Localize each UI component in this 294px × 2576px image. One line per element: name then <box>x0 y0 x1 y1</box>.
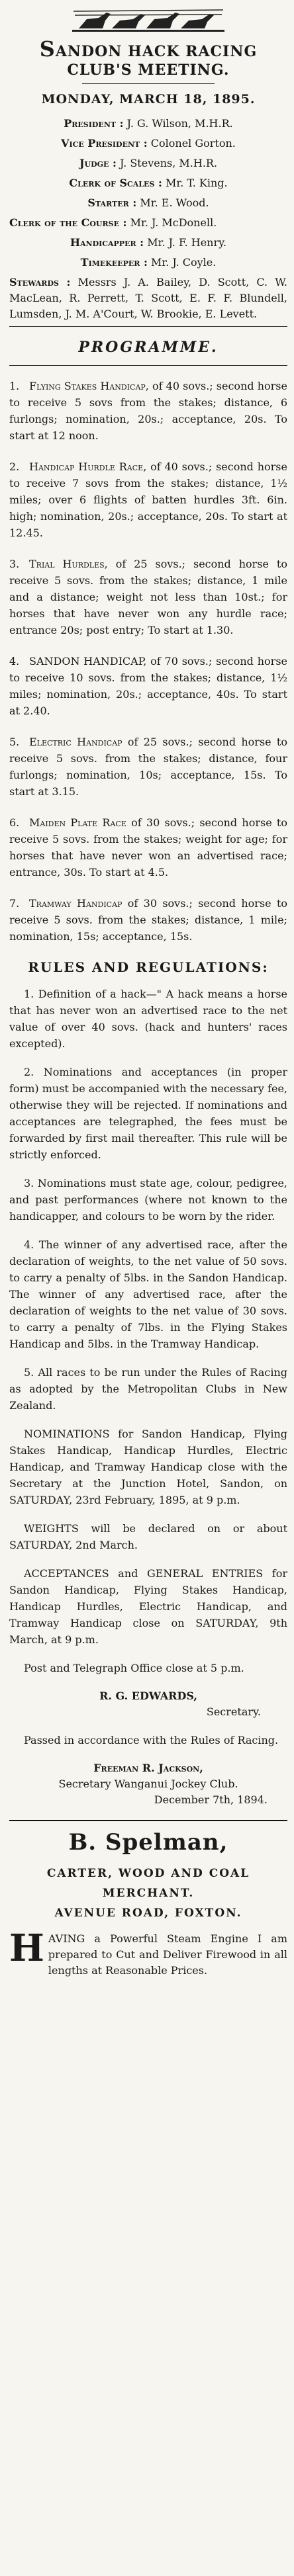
jackson-date: December 7th, 1894. <box>154 1793 268 1806</box>
rules-list <box>9 986 287 1414</box>
officials-list <box>9 116 287 322</box>
event-item: 6. Maiden Plate Race of 30 sovs.; second horse to receive 5 sovs. from the stakes; weight for age; for horses that have never won an advertised race; entrance, 30s. To start at 4.5. <box>9 816 287 879</box>
title-line-2: CLUB'S MEETING. <box>67 62 230 79</box>
rule-item: 1. Definition of a hack—" A hack means a horse that has never won an advertised race to the net value of over 40 sovs. (hack and hunters' races excepted). <box>9 988 287 1050</box>
title-initial: S <box>39 36 56 62</box>
event-item: 4. SANDON HANDICAP, of 70 sovs.; second horse to receive 10 sovs. from the stakes; distance, 1½ miles; nomination, 20s.; acceptance, 40s. To start at 2.40. <box>9 655 288 717</box>
events-list <box>9 378 287 945</box>
official-starter: Starter : Mr. E. Wood. <box>87 196 209 209</box>
advert-body <box>9 1926 287 1979</box>
advert-dropcap: H <box>9 1926 44 1970</box>
advert-trade: CARTER, WOOD AND COAL <box>46 1867 250 1880</box>
advert-address: AVENUE ROAD, FOXTON. <box>54 1907 242 1920</box>
meeting-title <box>9 36 287 79</box>
event-item: 1. Flying Stakes Handicap, of 40 sovs.; second horse to receive 5 sovs from the stakes; distance, 6 furlongs; nomination, 20s.; acceptance, 20s. To start at 12 noon. <box>9 380 287 442</box>
event-item: 2. Handicap Hurdle Race, of 40 sovs.; second horse to receive 7 sovs from the stakes; distance, 1½ miles; over 6 flights of batten hurdles 3ft. 6in. high; nomination, 20s.; acceptance, 20s. To start at 12.45. <box>9 460 287 539</box>
acceptances-notice: ACCEPTANCES and GENERAL ENTRIES for Sandon Handicap, Flying Stakes Handicap, Handicap Hurdles, Electric Handicap, and Tramway Handicap close on SATURDAY, 9th March, at 9 p.m. <box>9 1567 287 1646</box>
advert-divider <box>9 1820 287 1821</box>
post-office-notice: Post and Telegraph Office close at 5 p.m. <box>24 1662 244 1674</box>
passed-notice: Passed in accordance with the Rules of Racing. <box>24 1734 279 1746</box>
spelman-advert <box>9 1829 287 1979</box>
secretary-name: R. G. EDWARDS, <box>99 1690 197 1702</box>
official-handicapper: Handicapper : Mr. J. F. Henry. <box>70 236 227 249</box>
advert-body-text: AVING a Powerful Steam Engine I am prepared to Cut and Deliver Firewood in all lengths at Reasonable Prices. <box>48 1932 287 1977</box>
column <box>9 0 287 1979</box>
weights-notice: WEIGHTS will be declared on or about SATURDAY, 2nd March. <box>9 1522 287 1551</box>
official-clerk-of-course: Clerk of the Course : Mr. J. McDonell. <box>9 216 217 229</box>
jackson-title: Secretary Wanganui Jockey Club. <box>58 1778 238 1790</box>
programme-rule-top <box>9 326 287 327</box>
jackson-signature <box>9 1760 287 1808</box>
event-item: 5. Electric Handicap of 25 sovs.; second horse to receive 5 sovs. from the stakes; distance, four furlongs; nomination, 10s; acceptance, 15s. To start at 3.15. <box>9 736 287 798</box>
racing-banner <box>9 3 287 40</box>
secretary-signature <box>9 1688 287 1720</box>
title-line-1: ANDON HACK RACING <box>55 43 258 60</box>
official-timekeeper: Timekeeper : Mr. J. Coyle. <box>80 256 217 269</box>
official-judge: Judge : J. Stevens, M.H.R. <box>79 157 218 169</box>
rule-item: 5. All races to be run under the Rules of Racing as adopted by the Metropolitan Clubs in New Zealand. <box>9 1366 287 1412</box>
notices <box>9 1426 287 1676</box>
title-rule <box>82 83 215 84</box>
official-vice-president: Vice President : Colonel Gorton. <box>61 137 236 150</box>
event-item: 7. Tramway Handicap of 30 sovs.; second horse to receive 5 sovs. from the stakes; distance, 1 mile; nomination, 15s; acceptance, 15s. <box>9 897 288 943</box>
nominations-notice: NOMINATIONS for Sandon Handicap, Flying Stakes Handicap, Handicap Hurdles, Electric Handicap, and Tramway Handicap close with the Secretary at the Junction Hotel, Sandon, on SATURDAY, 23rd February, 1895, at 9 p.m. <box>9 1428 287 1506</box>
racehorses-illustration <box>72 6 224 36</box>
advert-name: B. Spelman, <box>68 1829 228 1856</box>
programme-heading: PROGRAMME. <box>78 339 219 356</box>
rule-item: 2. Nominations and acceptances (in proper form) must be accompanied with the necessary fee, otherwise they will be rejected. If nominations and acceptances are telegraphed, the fees must be forwarded by first mail thereafter. This rule will be strictly enforced. <box>9 1066 287 1161</box>
event-item: 3. Trial Hurdles, of 25 sovs.; second horse to receive 5 sovs. from the stakes; distance, 1 mile and a distance; weight not less than 10st.; for horses that have never won any hurdle race; entrance 20s; post entry; To start at 1.30. <box>9 558 287 636</box>
official-clerk-of-scales: Clerk of Scales : Mr. T. King. <box>69 177 228 189</box>
official-stewards: Stewards : Messrs J. A. Bailey, D. Scott, C. W. MacLean, R. Perrett, T. Scott, E. F. F. Blundell, Lumsden, J. M. A'Court, W. Brookie, E. Levett. <box>9 276 287 320</box>
meeting-date: MONDAY, MARCH 18, 1895. <box>41 92 256 107</box>
rule-item: 4. The winner of any advertised race, after the declaration of weights, to the net value of 50 sovs. to carry a penalty of 5lbs. in the Sandon Handicap. The winner of any advertised race, after the declaration of weights to the net value of 30 sovs. to carry a penalty of 7lbs. in the Flying Stakes Handicap and 5lbs. in the Tramway Handicap. <box>9 1238 287 1350</box>
jackson-name: Freeman R. Jackson, <box>93 1762 203 1774</box>
secretary-title: Secretary. <box>206 1705 261 1718</box>
official-president: President : J. G. Wilson, M.H.R. <box>64 117 233 130</box>
rules-heading: RULES AND REGULATIONS: <box>28 959 269 975</box>
programme-rule-bottom <box>9 365 287 366</box>
advert-trade-2: MERCHANT. <box>102 1887 195 1900</box>
rule-item: 3. Nominations must state age, colour, pedigree, and past performances (where not known to the handicapper, and colours to be worn by the rider. <box>9 1177 287 1223</box>
